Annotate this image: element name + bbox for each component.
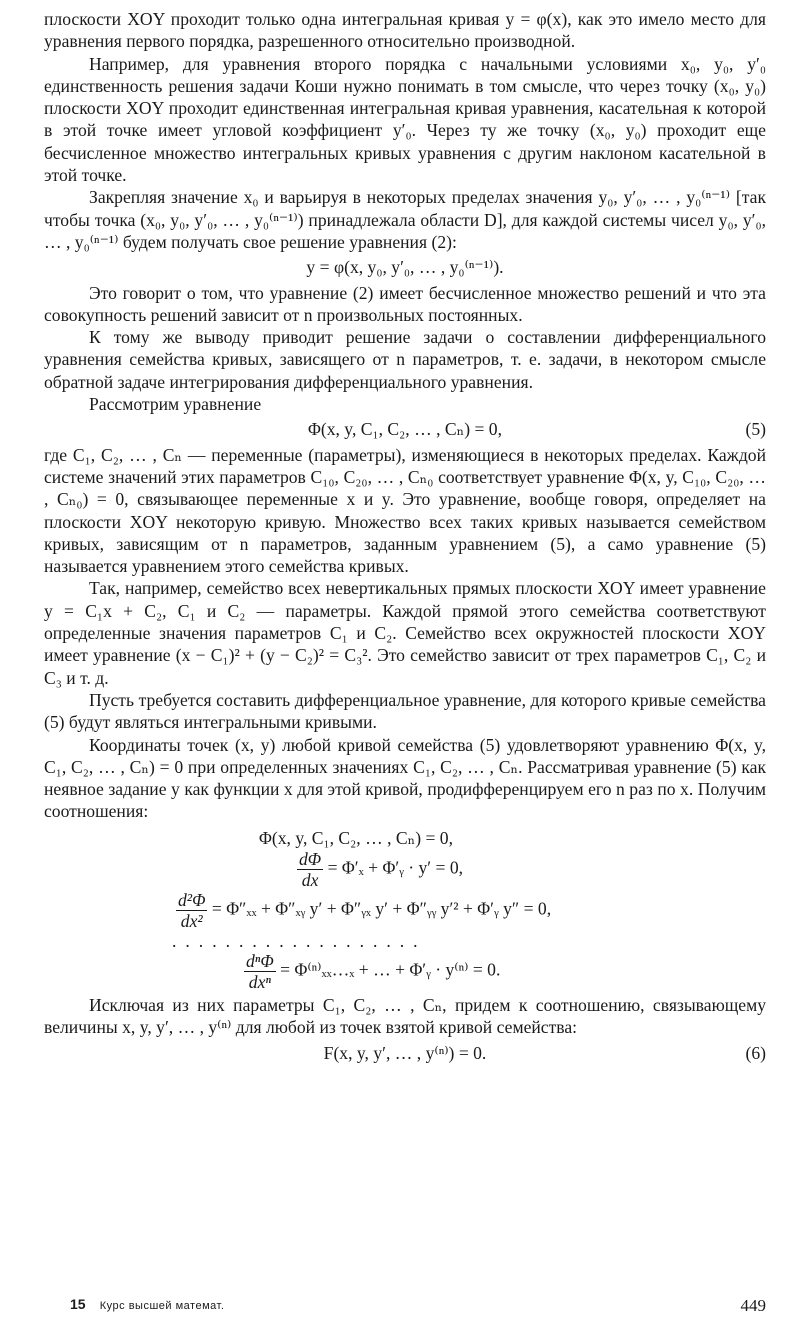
equation-phi-zero	[259, 827, 766, 849]
paragraph-infinite-solutions: Это говорит о том, что уравнение (2) имеет бесчисленное множество решений и что эта совокупность решений зависит от n произвольных постоянных.	[44, 282, 766, 325]
paragraph-fixing-values: Закрепляя значение x₀ и варьируя в некоторых пределах значения y₀, y′₀, … , y₀⁽ⁿ⁻¹⁾ [так чтобы точка (x₀, y₀, y′₀, … , y₀⁽ⁿ⁻¹⁾) принадлежала области D], для каждой системы чисел y₀, y′₀, … , y₀⁽ⁿ⁻¹⁾ будем получать свое решение уравнения (2):	[44, 187, 766, 252]
formula-6-text: F(x, y, y′, … , y⁽ⁿ⁾) = 0.	[323, 1042, 487, 1063]
formula-general-solution-text: y = φ(x, y₀, y′₀, … , y₀⁽ⁿ⁻¹⁾).	[306, 257, 504, 278]
book-title-footnote: Курс высшей математ.	[99, 1300, 225, 1312]
equation-number-5: (5)	[745, 419, 766, 440]
equation-number-6: (6)	[745, 1042, 766, 1063]
fraction-first-denominator: dx	[301, 869, 319, 890]
signature-mark: 15	[70, 1296, 86, 1312]
paragraph-differentiate: Координаты точек (x, y) любой кривой семейства (5) удовлетворяют уравнению Φ(x, y, C₁, C₂, … , Cₙ) = 0 при определенных значениях C₁, C₂, … , Cₙ. Рассматривая уравнение (5) как неявное задание y как функции x для этой кривой, продифференцируем его n раз по x. Получим соотношения:	[44, 734, 766, 822]
fraction-first-numerator: dΦ	[299, 848, 322, 869]
paragraph-compose-equation: Пусть требуется составить дифференциальное уравнение, для которого кривые семейства (5) будут являться интегральными кривыми.	[44, 689, 766, 733]
fraction-second-derivative	[176, 890, 207, 931]
equation-second-derivative-rhs: = Φ″ₓₓ + Φ″ₓᵧ y′ + Φ″ᵧₓ y′ + Φ″ᵧᵧ y′² + Φ′ᵧ y″ = 0,	[211, 898, 552, 919]
equation-first-derivative-rhs: = Φ′ₓ + Φ′ᵧ · y′ = 0,	[327, 857, 464, 878]
formula-6	[44, 1042, 766, 1064]
equation-second-derivative	[176, 890, 766, 931]
fraction-first-derivative	[297, 849, 323, 890]
fraction-nth-denominator: dxⁿ	[248, 971, 271, 992]
fraction-nth-numerator: dⁿΦ	[246, 950, 274, 971]
fraction-second-denominator: dx²	[180, 910, 203, 931]
paragraph-eliminate-parameters: Исключая из них параметры C₁, C₂, … , Cₙ, придем к соотношению, связывающему величины x, y, y′, … , y⁽ⁿ⁾ для любой из точек взятой кривой семейства:	[44, 994, 766, 1038]
page-body	[44, 8, 766, 1067]
page-number: 449	[740, 1296, 766, 1315]
paragraph-cauchy-example: Например, для уравнения второго порядка с начальными условиями x₀, y₀, y′₀ единственность решения задачи Коши нужно понимать в том смысле, что через точку (x₀, y₀) плоскости XOY проходит единственная интегральная кривая уравнения, касательная к которой в этой точке имеет угловой коэффициент y′₀. Через ту же точку (x₀, y₀) проходит еще бесчисленное множество интегральных кривых уравнения с другим наклоном касательной в этой точке.	[44, 53, 766, 186]
paragraph-inverse-problem: К тому же выводу приводит решение задачи о составлении дифференциального уравнения семейства кривых, зависящего от n параметров, т. е. задачи, в некотором смысле обратной задаче интегрирования дифференциального уравнения.	[44, 327, 766, 392]
equation-phi-zero-text: Φ(x, y, C₁, C₂, … , Cₙ) = 0,	[259, 827, 454, 848]
paragraph-intro: плоскости XOY проходит только одна интегральная кривая y = φ(x), как это имело место для уравнения первого порядка, разрешенного относительно производной.	[44, 9, 766, 52]
formula-5	[44, 418, 766, 440]
equation-nth-derivative-rhs: = Φ⁽ⁿ⁾ₓₓ…ₓ + … + Φ′ᵧ · y⁽ⁿ⁾ = 0.	[280, 959, 501, 980]
formula-general-solution	[44, 256, 766, 278]
ellipsis-row: ...................	[172, 930, 427, 951]
fraction-nth-derivative	[244, 951, 276, 992]
fraction-second-numerator: d²Φ	[178, 889, 206, 910]
paragraph-consider-equation: Рассмотрим уравнение	[89, 394, 262, 415]
page-footer	[70, 1296, 766, 1313]
formula-5-text: Φ(x, y, C₁, C₂, … , Cₙ) = 0,	[307, 419, 502, 440]
paragraph-lines-circles-example: Так, например, семейство всех невертикальных прямых плоскости XOY имеет уравнение y = C₁x + C₂, C₁ и C₂ — параметры. Каждой прямой этого семейства соответствуют определенные значения параметров C₁ и C₂. Семейство всех окружностей плоскости XOY имеет уравнение (x − C₁)² + (y − C₂)² = C₃². Это семейство зависит от трех параметров C₁, C₂ и C₃ и т. д.	[44, 578, 766, 688]
paragraph-family-definition: где C₁, C₂, … , Cₙ — переменные (параметры), изменяющиеся в некоторых пределах. Каждой системе значений этих параметров C₁₀, C₂₀, … , Cₙ₀ соответствует уравнение Φ(x, y, C₁₀, C₂₀, … , Cₙ₀) = 0, связывающее переменные x и y. Это уравнение, вообще говоря, определяет на плоскости XOY некоторую кривую. Множество всех таких кривых называется семейством кривых, зависящим от n параметров, заданным уравнением (5), а само уравнение (5) называется уравнением этого семейства кривых.	[44, 444, 766, 577]
derivative-equations	[44, 827, 766, 992]
equation-first-derivative	[297, 849, 766, 890]
equation-nth-derivative	[244, 951, 766, 992]
